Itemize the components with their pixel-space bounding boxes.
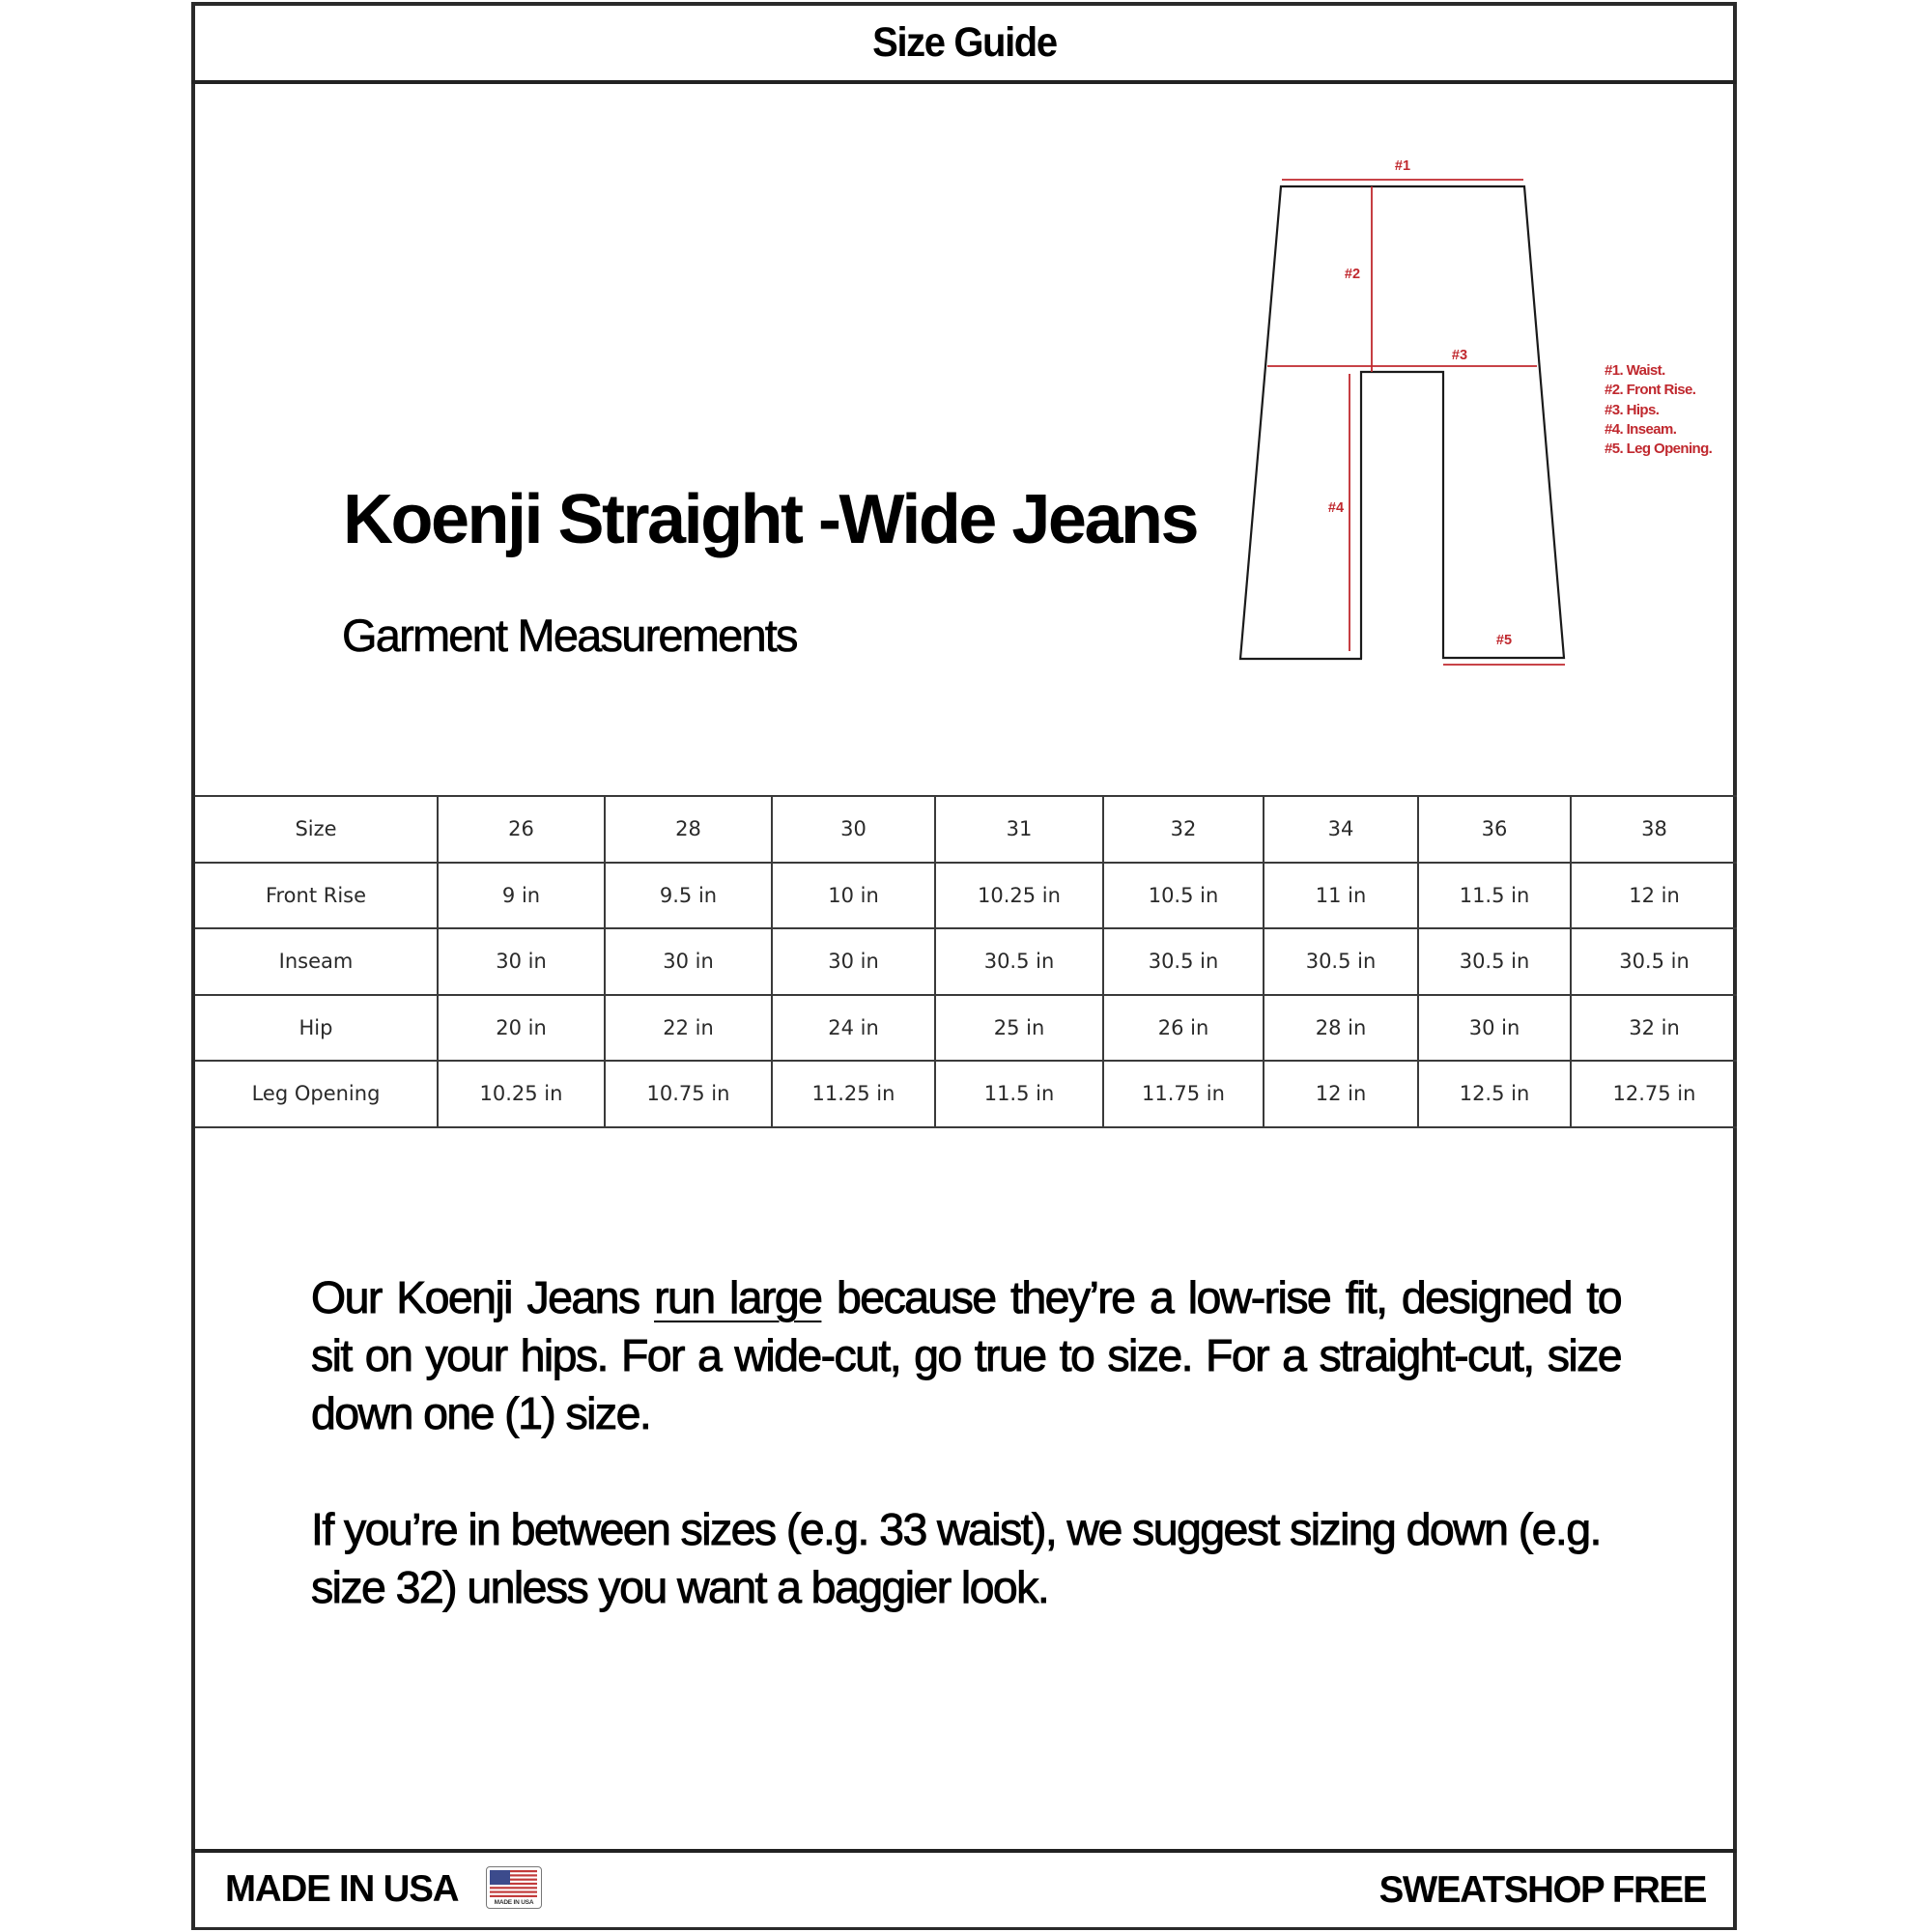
table-cell: 34 <box>1264 796 1418 863</box>
table-cell: 30 <box>772 796 935 863</box>
title-divider <box>191 80 1737 84</box>
table-cell: 10.25 in <box>438 1061 605 1127</box>
table-cell: 12.5 in <box>1418 1061 1571 1127</box>
table-cell: 25 in <box>935 995 1103 1062</box>
table-cell: 20 in <box>438 995 605 1062</box>
table-cell: 30.5 in <box>1571 928 1737 995</box>
label-1: #1 <box>1394 158 1411 174</box>
label-2: #2 <box>1344 267 1361 282</box>
table-cell: 36 <box>1418 796 1571 863</box>
table-cell: 30 in <box>1418 995 1571 1062</box>
row-label: Front Rise <box>195 863 438 929</box>
table-row <box>195 995 1737 1062</box>
made-in-usa-label: MADE IN USA <box>225 1868 459 1910</box>
sweatshop-free-label: SWEATSHOP FREE <box>1378 1869 1706 1911</box>
title-bar <box>195 6 1733 80</box>
label-3: #3 <box>1451 348 1468 363</box>
row-label: Hip <box>195 995 438 1062</box>
fit-notes <box>311 1268 1621 1616</box>
table-cell: 11.75 in <box>1103 1061 1264 1127</box>
row-label: Size <box>195 796 438 863</box>
measurement-legend <box>1605 361 1712 459</box>
table-cell: 30.5 in <box>935 928 1103 995</box>
table-cell: 30 in <box>772 928 935 995</box>
table-cell: 11.25 in <box>772 1061 935 1127</box>
table-cell: 22 in <box>605 995 772 1062</box>
row-label: Inseam <box>195 928 438 995</box>
footer-divider <box>191 1849 1737 1853</box>
table-cell: 9.5 in <box>605 863 772 929</box>
run-large-emphasis: run large <box>654 1272 822 1322</box>
page-title: Size Guide <box>871 19 1057 66</box>
table-cell: 30.5 in <box>1264 928 1418 995</box>
table-cell: 30.5 in <box>1103 928 1264 995</box>
legend-item-leg-opening: #5. Leg Opening. <box>1605 440 1713 458</box>
table-cell: 32 <box>1103 796 1264 863</box>
table-cell: 28 <box>605 796 772 863</box>
table-cell: 30 in <box>605 928 772 995</box>
table-cell: 10 in <box>772 863 935 929</box>
legend-item-hips: #3. Hips. <box>1605 401 1660 418</box>
table-row <box>195 863 1737 929</box>
badge-text: MADE IN USA <box>494 1899 534 1906</box>
usa-flag-icon <box>486 1866 542 1909</box>
table-cell: 12 in <box>1264 1061 1418 1127</box>
fit-note-paragraph-1: Our Koenji Jeans run large because they’re a low-rise fit, designed to sit on your hips. For a wide-cut, go true to size. For a straight-cut, size down one (1) size. <box>311 1272 1621 1438</box>
table-cell: 11.5 in <box>935 1061 1103 1127</box>
table-cell: 26 in <box>1103 995 1264 1062</box>
table-cell: 11 in <box>1264 863 1418 929</box>
table-cell: 10.75 in <box>605 1061 772 1127</box>
table-cell: 11.5 in <box>1418 863 1571 929</box>
table-cell: 32 in <box>1571 995 1737 1062</box>
table-cell: 10.5 in <box>1103 863 1264 929</box>
legend-item-front-rise: #2. Front Rise. <box>1605 382 1696 399</box>
table-cell: 38 <box>1571 796 1737 863</box>
table-cell: 30.5 in <box>1418 928 1571 995</box>
label-5: #5 <box>1495 633 1513 648</box>
table-cell: 24 in <box>772 995 935 1062</box>
row-label: Leg Opening <box>195 1061 438 1127</box>
table-cell: 28 in <box>1264 995 1418 1062</box>
table-cell: 31 <box>935 796 1103 863</box>
table-cell: 12.75 in <box>1571 1061 1737 1127</box>
product-title: Koenji Straight -Wide Jeans <box>343 481 1198 558</box>
table-row <box>195 1061 1737 1127</box>
fit-note-paragraph-2: If you’re in between sizes (e.g. 33 waist), we suggest sizing down (e.g. size 32) unless you want a baggier look. <box>311 1504 1601 1612</box>
table-cell: 26 <box>438 796 605 863</box>
table-cell: 10.25 in <box>935 863 1103 929</box>
label-4: #4 <box>1327 500 1345 516</box>
table-cell: 12 in <box>1571 863 1737 929</box>
table-cell: 30 in <box>438 928 605 995</box>
table-header-row <box>195 796 1737 863</box>
section-subtitle: Garment Measurements <box>342 610 797 661</box>
legend-item-inseam: #4. Inseam. <box>1605 420 1677 438</box>
legend-item-waist: #1. Waist. <box>1605 362 1665 379</box>
size-chart-table <box>195 795 1737 1128</box>
table-row <box>195 928 1737 995</box>
table-cell: 9 in <box>438 863 605 929</box>
